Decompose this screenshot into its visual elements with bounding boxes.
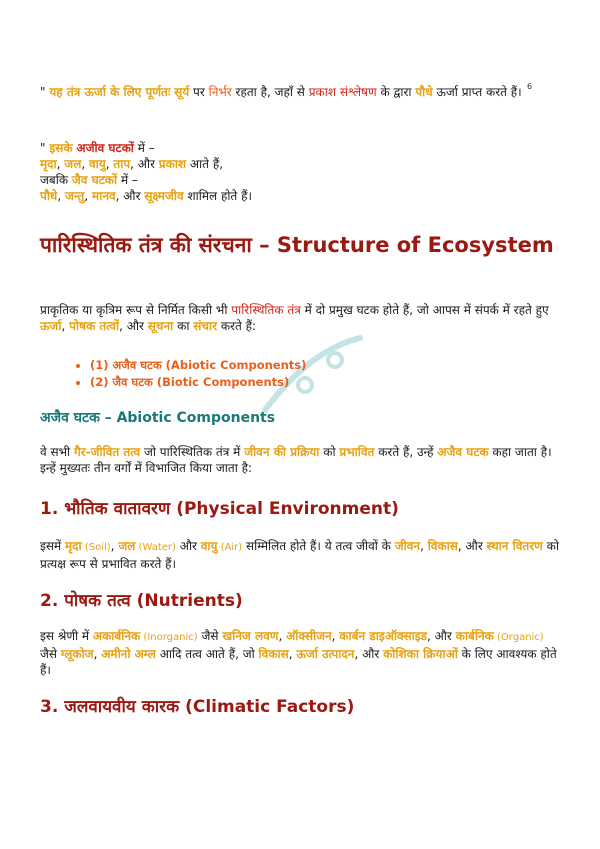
line-abiotic-items: मृदा, जल, वायु, ताप, और प्रकाश आते हैं, [40, 157, 224, 171]
list-item: • (1) अजैव घटक (Abiotic Components) [90, 357, 490, 374]
section-heading-climatic-factors: 3. जलवायवीय कारक (Climatic Factors) [40, 697, 355, 717]
paragraph-abiotic-definition: वे सभी गैर-जीवित तत्व जो पारिस्थितिक तंत्र में जीवन की प्रक्रिया को प्रभावित करते हैं, उन्हें अजैव घटक कहा जाता है। इन्हें मुख्यतः तीन वर्गों में विभाजित किया जाता है: [40, 445, 552, 475]
line-biotic-intro: जबकि जैव घटकों में – [40, 173, 138, 187]
paragraph-nutrients: इस श्रेणी में अकार्बनिक (Inorganic) जैसे खनिज लवण, ऑक्सीजन, कार्बन डाइऑक्साइड, और कार्बनिक (Organic) जैसे ग्लूकोज, अमीनो अम्ल आदि तत्व आते हैं, जो विकास, ऊर्जा उत्पादन, और कोशिका क्रियाओं के लिए आवश्यक होते हैं। [40, 629, 557, 677]
subheading-abiotic: अजैव घटक – Abiotic Components [40, 410, 276, 426]
section-heading-physical-environment: 1. भौतिक वातावरण (Physical Environment) [40, 499, 399, 519]
paragraph-physical-environment: इसमें मृदा (Soil), जल (Water) और वायु (Air) सम्मिलित होते हैं। ये तत्व जीवों के जीवन, विकास, और स्थान वितरण को प्रत्यक्ष रूप से प्रभावित करते हैं। [40, 539, 559, 571]
line-biotic-items: पौधे, जन्तु, मानव, और सूक्ष्मजीव शामिल होते हैं। [40, 189, 252, 203]
main-heading: पारिस्थितिक तंत्र की संरचना – Structure of Ecosystem [40, 233, 554, 257]
page-number: 6 [527, 82, 533, 91]
components-bullet-list [72, 357, 490, 391]
list-item: • (2) जैव घटक (Biotic Components) [90, 374, 490, 391]
paragraph-components-list [40, 140, 560, 204]
section-heading-nutrients: 2. पोषक तत्व (Nutrients) [40, 591, 243, 611]
paragraph-structure: प्राकृतिक या कृत्रिम रूप से निर्मित किसी भी पारिस्थितिक तंत्र में दो प्रमुख घटक होते हैं, जो आपस में संपर्क में रहते हुए ऊर्जा, पोषक तत्वों, और सूचना का संचार करते हैं: [40, 303, 549, 333]
paragraph-energy-source: " यह तंत्र ऊर्जा के लिए पूर्णतः सूर्य पर निर्भर रहता है, जहाँ से प्रकाश संश्लेषण के द्वारा पौधे ऊर्जा प्राप्त करते हैं। [40, 85, 522, 99]
line-abiotic-intro: " इसके अजीव घटकों में – [40, 141, 155, 155]
